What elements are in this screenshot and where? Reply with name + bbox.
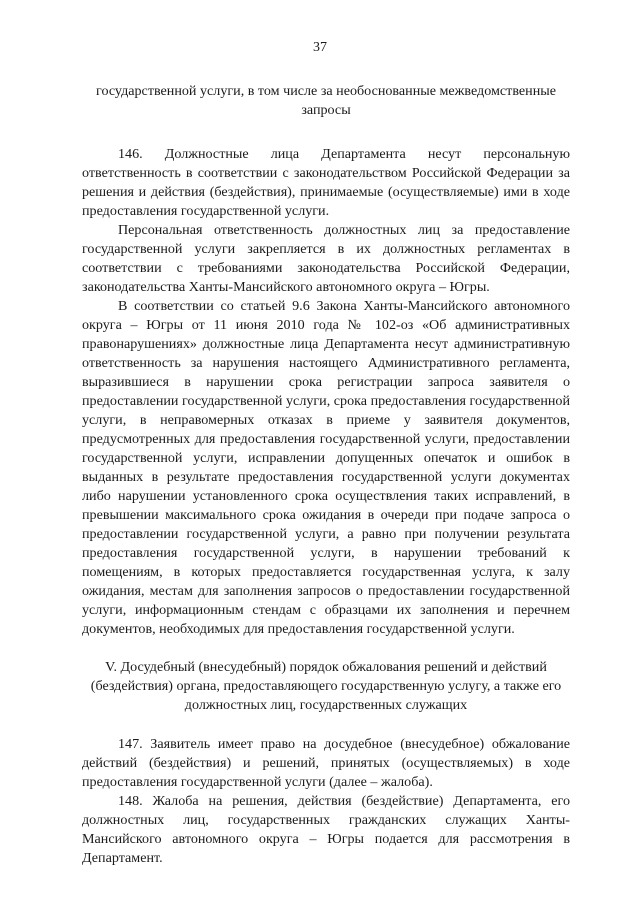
section-heading-v: V. Досудебный (внесудебный) порядок обжалования решений и действий (бездействия) органа, предоставляющего государственную услугу, а также его должностных лиц, государственных служащих [90, 659, 562, 713]
spacer [82, 639, 570, 658]
spacer [82, 715, 570, 735]
document-body [82, 82, 570, 868]
paragraph-personal-responsibility: Персональная ответственность должностных лиц за предоставление государственной услуги закрепляется в их должностных регламентах в соответствии с требованиями законодательства Российской Федерации, законодательства Ханты-Мансийского автономного округа – Югры. [82, 222, 570, 295]
paragraph-148: 148. Жалоба на решения, действия (бездействие) Департамента, его должностных лиц, государственных гражданских служащих Ханты-Мансийского автономного округа – Югры подается для рассмотрения в Департамент. [82, 793, 570, 866]
page-number: 37 [313, 40, 327, 55]
paragraph-146: 146. Должностные лица Департамента несут персональную ответственность в соответствии с законодательством Российской Федерации за решения и действия (бездействия), принимаемые (осуществляемые) ими в ходе предоставления государственной услуги. [82, 146, 570, 219]
spacer [82, 120, 570, 145]
heading-top: государственной услуги, в том числе за необоснованные межведомственные запросы [96, 83, 556, 118]
paragraph-147: 147. Заявитель имеет право на досудебное (внесудебное) обжалование действий (бездействия) и решений, принятых (осуществляемых) в ходе предоставления государственной услуги (далее – жалоба). [82, 736, 570, 790]
paragraph-administrative-responsibility: В соответствии со статьей 9.6 Закона Ханты-Мансийского автономного округа – Югры от 11 июня 2010 года № 102-оз «Об административных правонарушениях» должностные лица Департамента несут административную ответственность за нарушения настоящего Административного регламента, выразившиеся в нарушении срока регистрации запроса заявителя о предоставлении государственной услуги, срока предоставления государственной услуги, в неправомерных отказах в приеме у заявителя документов, предусмотренных для предоставления государственной услуги, предоставлении государственной услуги, исправлении допущенных опечаток и ошибок в выданных в результате предоставления государственной услуги документах либо нарушении установленного срока осуществления таких исправлений, в превышении максимального срока ожидания в очереди при подаче запроса о предоставлении государственной услуги, а равно при получении результата предоставления государственной услуги, в нарушении требований к помещениям, в которых предоставляется государственная услуга, к залу ожидания, местам для заполнения запросов о предоставлении государственной услуги, информационным стендам с образцами их заполнения и перечнем документов, необходимых для предоставления государственной услуги. [82, 298, 570, 637]
